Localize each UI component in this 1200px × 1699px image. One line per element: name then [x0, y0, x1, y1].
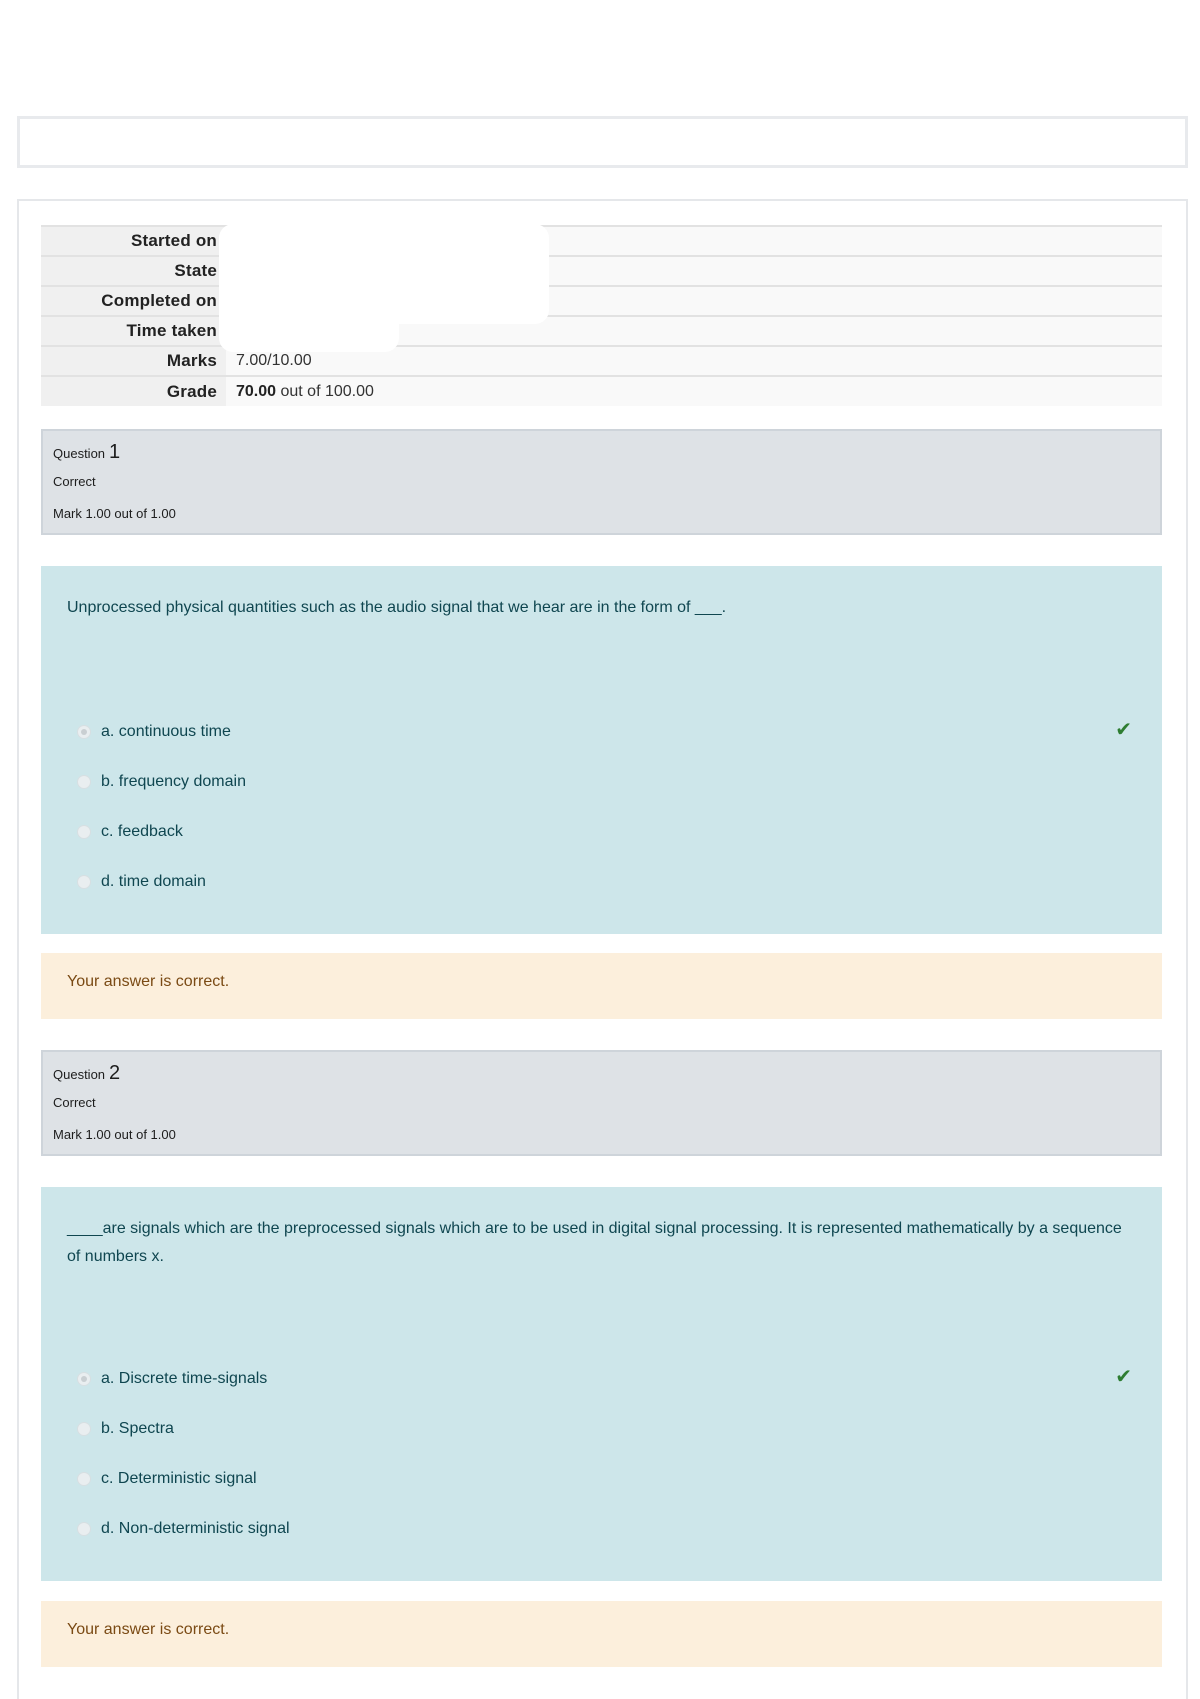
summary-row-time-taken [41, 316, 1162, 346]
answer-option[interactable] [77, 1454, 1136, 1504]
question-number [53, 441, 1150, 464]
summary-label: Completed on [41, 286, 226, 316]
radio-button[interactable] [77, 1372, 91, 1386]
summary-value: 7.00/10.00 [226, 346, 1162, 376]
answer-option[interactable] [77, 807, 1136, 857]
answer-label: a. continuous time [101, 723, 231, 740]
question-number-value: 1 [109, 441, 121, 463]
summary-label: Marks [41, 346, 226, 376]
radio-button[interactable] [77, 775, 91, 789]
summary-row-started [41, 226, 1162, 256]
question-label: Question [53, 1067, 106, 1082]
question-info [41, 429, 1162, 535]
summary-label: State [41, 256, 226, 286]
question-mark: Mark 1.00 out of 1.00 [53, 506, 176, 521]
question-number [53, 1062, 1150, 1085]
feedback-text: Your answer is correct. [67, 973, 230, 990]
radio-button[interactable] [77, 825, 91, 839]
answer-option[interactable] [77, 1354, 1136, 1404]
grade-suffix: out of 100.00 [276, 382, 374, 400]
question-state: Correct [53, 474, 96, 489]
answer-label: b. Spectra [101, 1420, 174, 1437]
answer-option[interactable] [77, 757, 1136, 807]
summary-label: Grade [41, 376, 226, 406]
question-label: Question [53, 446, 106, 461]
answer-option[interactable] [77, 707, 1136, 757]
answer-label: c. Deterministic signal [101, 1470, 257, 1487]
answer-list [77, 707, 1136, 907]
top-banner [17, 116, 1188, 168]
feedback-text: Your answer is correct. [67, 1621, 230, 1638]
question-text: Unprocessed physical quantities such as the audio signal that we hear are in the form of ___. [67, 599, 727, 616]
answer-label: d. Non-deterministic signal [101, 1520, 290, 1537]
question-content [41, 566, 1162, 934]
question-text: ____are signals which are the preprocessed signals which are to be used in digital signal processing. It is represented mathematically by a sequence of numbers x. [67, 1220, 1122, 1265]
feedback-box [41, 1601, 1162, 1667]
question-number-value: 2 [109, 1062, 121, 1084]
radio-button[interactable] [77, 1522, 91, 1536]
question-info [41, 1050, 1162, 1156]
answer-label: c. feedback [101, 823, 183, 840]
summary-row-grade [41, 376, 1162, 406]
answer-option[interactable] [77, 857, 1136, 907]
summary-row-marks [41, 346, 1162, 376]
radio-button[interactable] [77, 875, 91, 889]
question-content [41, 1187, 1162, 1581]
answer-label: b. frequency domain [101, 773, 246, 790]
radio-button[interactable] [77, 1422, 91, 1436]
redaction-mask [219, 300, 399, 352]
answer-option[interactable] [77, 1504, 1136, 1554]
grade-value: 70.00 [236, 382, 277, 400]
question-mark: Mark 1.00 out of 1.00 [53, 1127, 176, 1142]
attempt-summary-table [41, 225, 1162, 406]
answer-option[interactable] [77, 1404, 1136, 1454]
summary-row-state [41, 256, 1162, 286]
answer-list [77, 1354, 1136, 1554]
summary-value [226, 376, 1162, 406]
answer-label: d. time domain [101, 873, 206, 890]
summary-row-completed [41, 286, 1162, 316]
check-icon: ✔ [1115, 1366, 1132, 1388]
check-icon: ✔ [1115, 719, 1132, 741]
radio-button[interactable] [77, 1472, 91, 1486]
summary-label: Started on [41, 226, 226, 256]
question-state: Correct [53, 1095, 96, 1110]
summary-label: Time taken [41, 316, 226, 346]
radio-button[interactable] [77, 725, 91, 739]
answer-label: a. Discrete time-signals [101, 1370, 268, 1387]
feedback-box [41, 953, 1162, 1019]
